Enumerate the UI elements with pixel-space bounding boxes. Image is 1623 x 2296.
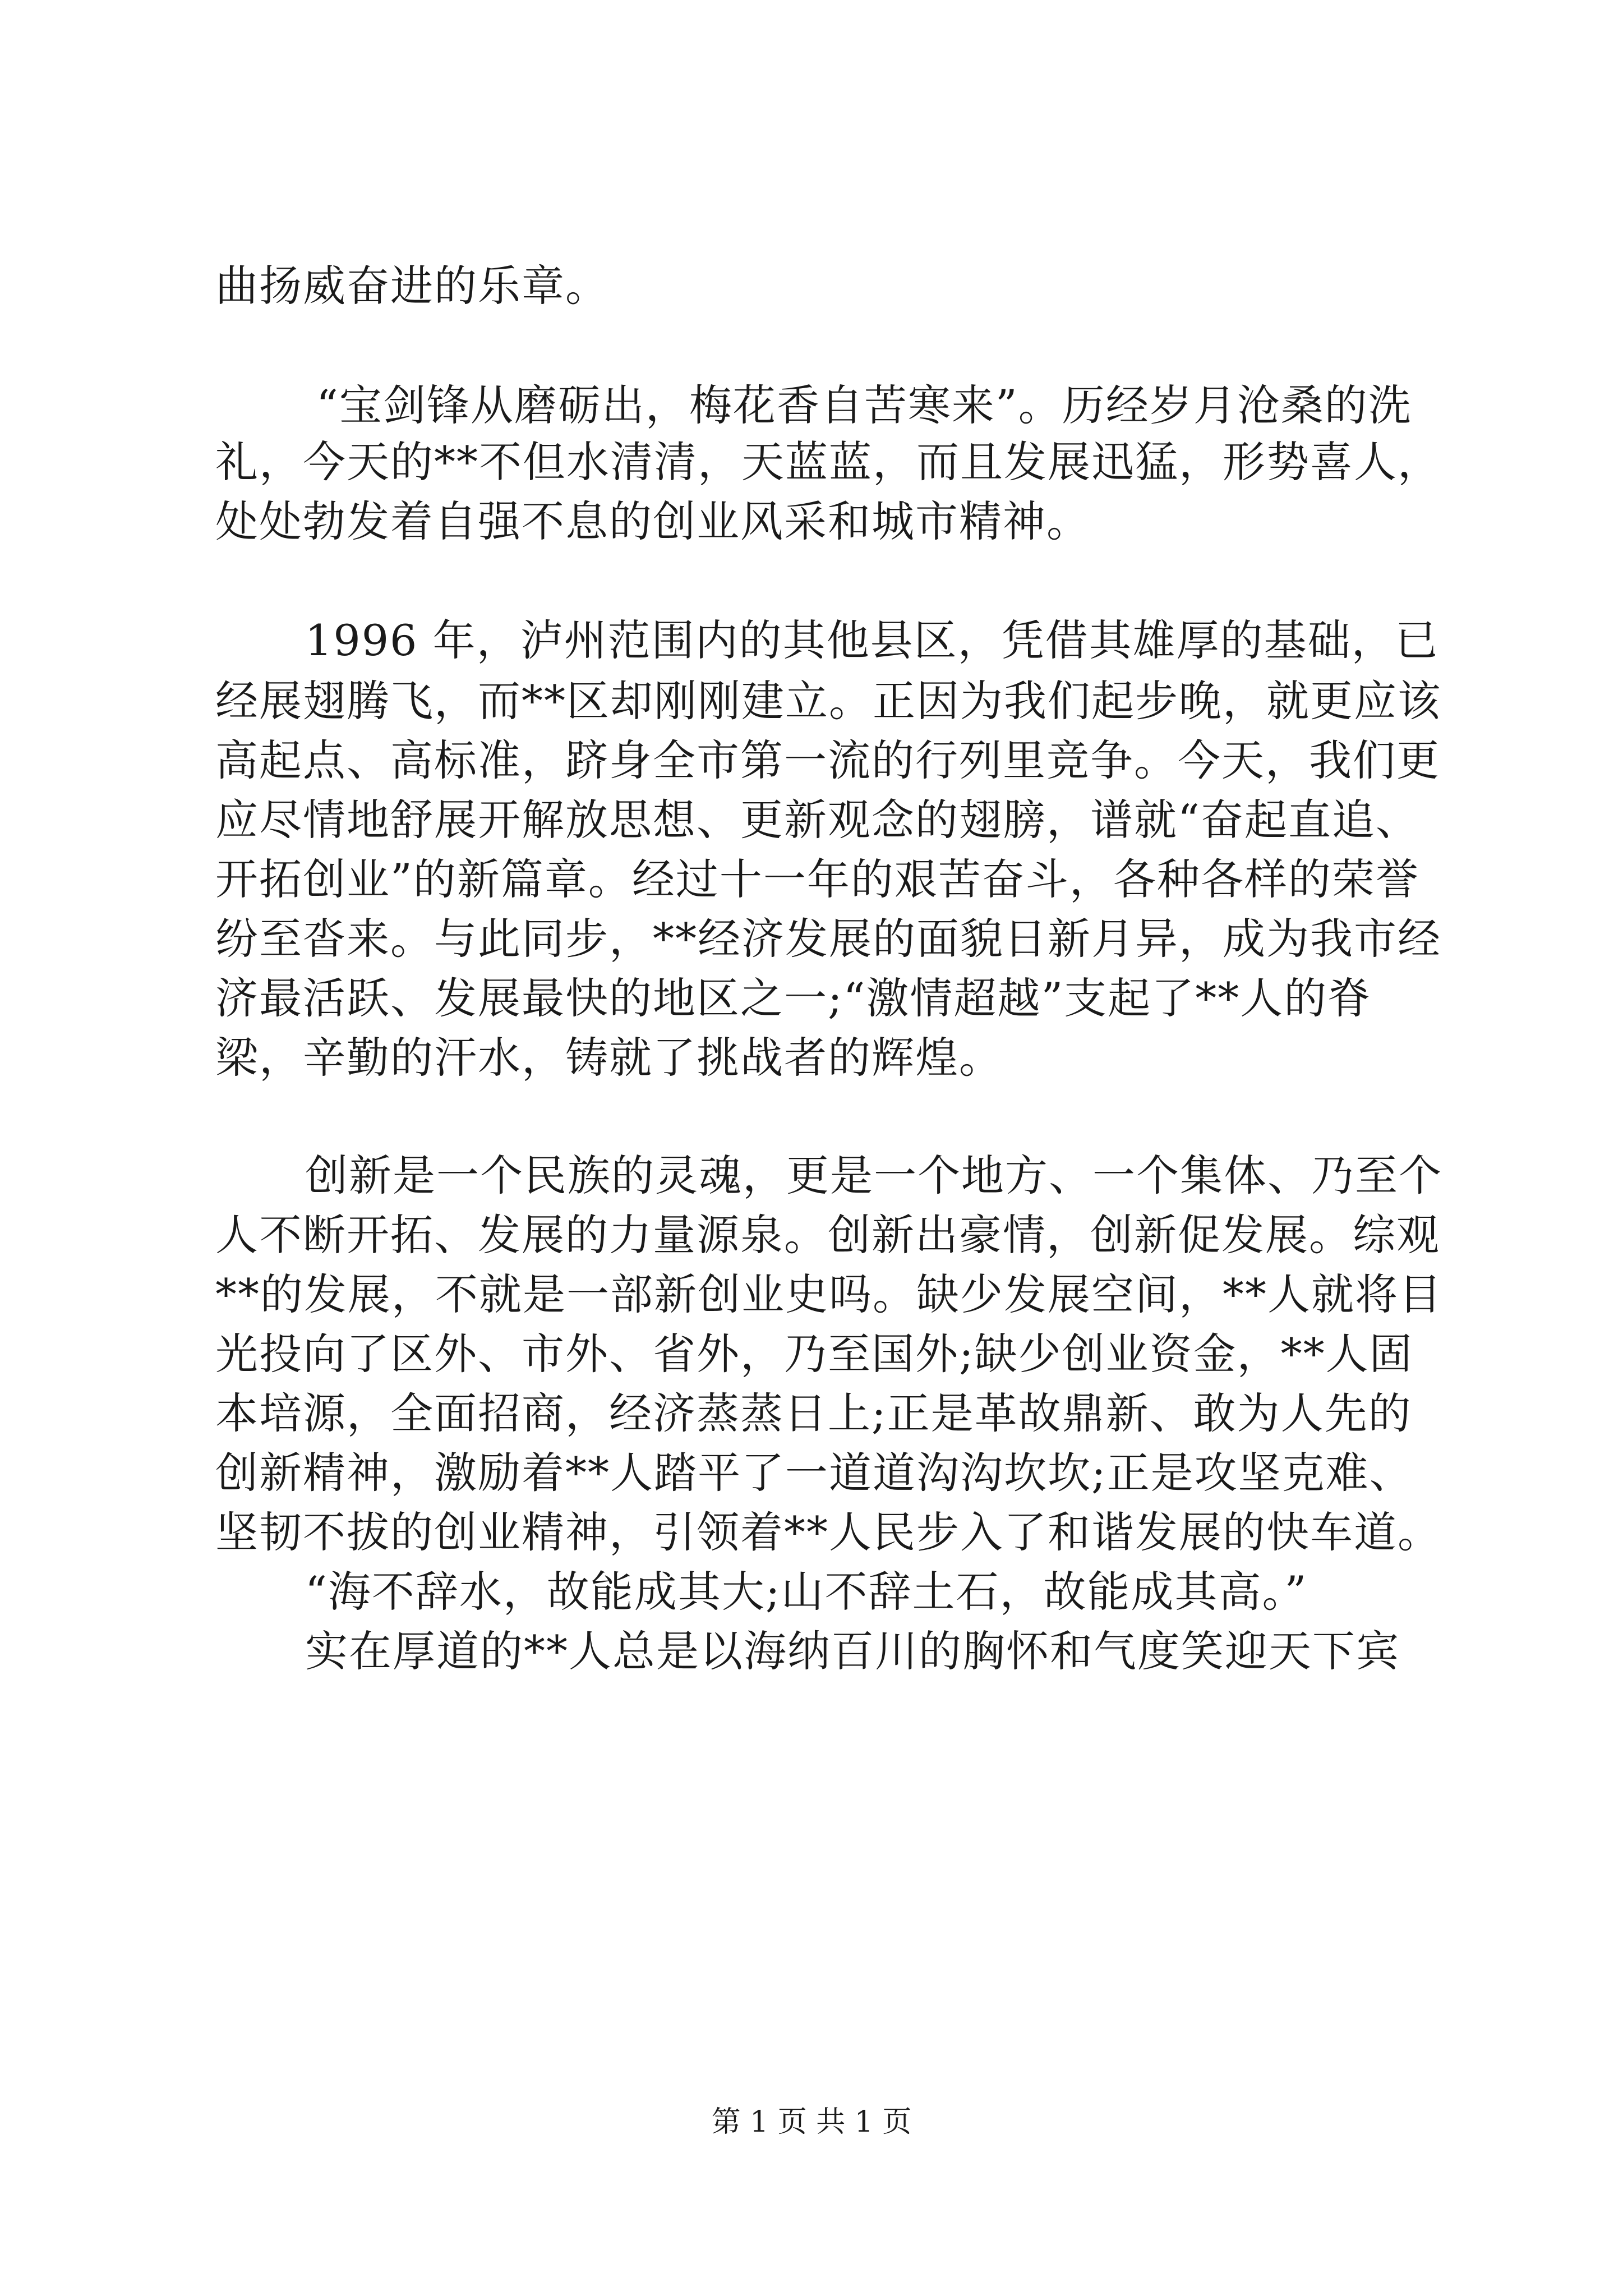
text-line: 光投向了区外、市外、省外，乃至国外;缺少创业资金，**人固 bbox=[215, 1329, 1413, 1379]
text-line: 处处勃发着自强不息的创业风采和城市精神。 bbox=[215, 496, 1090, 546]
text-line: 应尽情地舒展开解放思想、更新观念的翅膀，谱就“奋起直追、 bbox=[215, 795, 1419, 845]
text-line: “宝剑锋从磨砺出，梅花香自苦寒来”。历经岁月沧桑的洗 bbox=[316, 380, 1412, 430]
text-line: 创新精神，激励着**人踏平了一道道沟沟坎坎;正是攻坚克难、 bbox=[215, 1448, 1413, 1498]
text-line: 曲扬威奋进的乐章。 bbox=[215, 261, 609, 311]
text-line: 1996 年，泸州范围内的其他县区，凭借其雄厚的基础，已 bbox=[305, 615, 1439, 665]
text-line: 高起点、高标准，跻身全市第一流的行列里竞争。今天，我们更 bbox=[215, 735, 1440, 785]
text-line: 坚韧不拔的创业精神，引领着**人民步入了和谐发展的快车道。 bbox=[215, 1507, 1441, 1557]
text-line: 开拓创业”的新篇章。经过十一年的艰苦奋斗，各种各样的荣誉 bbox=[215, 854, 1419, 904]
page-number-footer: 第 1 页 共 1 页 bbox=[711, 2105, 912, 2139]
text-line: 本培源，全面招商，经济蒸蒸日上;正是革故鼎新、敢为人先的 bbox=[215, 1388, 1412, 1438]
text-line: **的发展，不就是一部新创业史吗。缺少发展空间，**人就将目 bbox=[215, 1269, 1442, 1319]
text-line: 济最活跃、发展最快的地区之一;“激情超越”支起了**人的脊 bbox=[215, 973, 1372, 1023]
text-line: 礼，今天的**不但水清清，天蓝蓝，而且发展迅猛，形势喜人， bbox=[215, 437, 1441, 487]
text-line: 梁，辛勤的汗水，铸就了挑战者的辉煌。 bbox=[215, 1033, 1003, 1083]
text-line: 经展翅腾飞，而**区却刚刚建立。正因为我们起步晚，就更应该 bbox=[215, 676, 1441, 726]
text-line: “海不辞水，故能成其大;山不辞土石，故能成其高。” bbox=[305, 1567, 1308, 1617]
text-line: 人不断开拓、发展的力量源泉。创新出豪情，创新促发展。综观 bbox=[215, 1210, 1440, 1260]
text-line: 纷至沓来。与此同步，**经济发展的面貌日新月异，成为我市经 bbox=[215, 914, 1441, 964]
text-line: 创新是一个民族的灵魂，更是一个地方、一个集体、乃至个 bbox=[305, 1151, 1442, 1200]
text-line: 实在厚道的**人总是以海纳百川的胸怀和气度笑迎天下宾 bbox=[305, 1626, 1400, 1676]
